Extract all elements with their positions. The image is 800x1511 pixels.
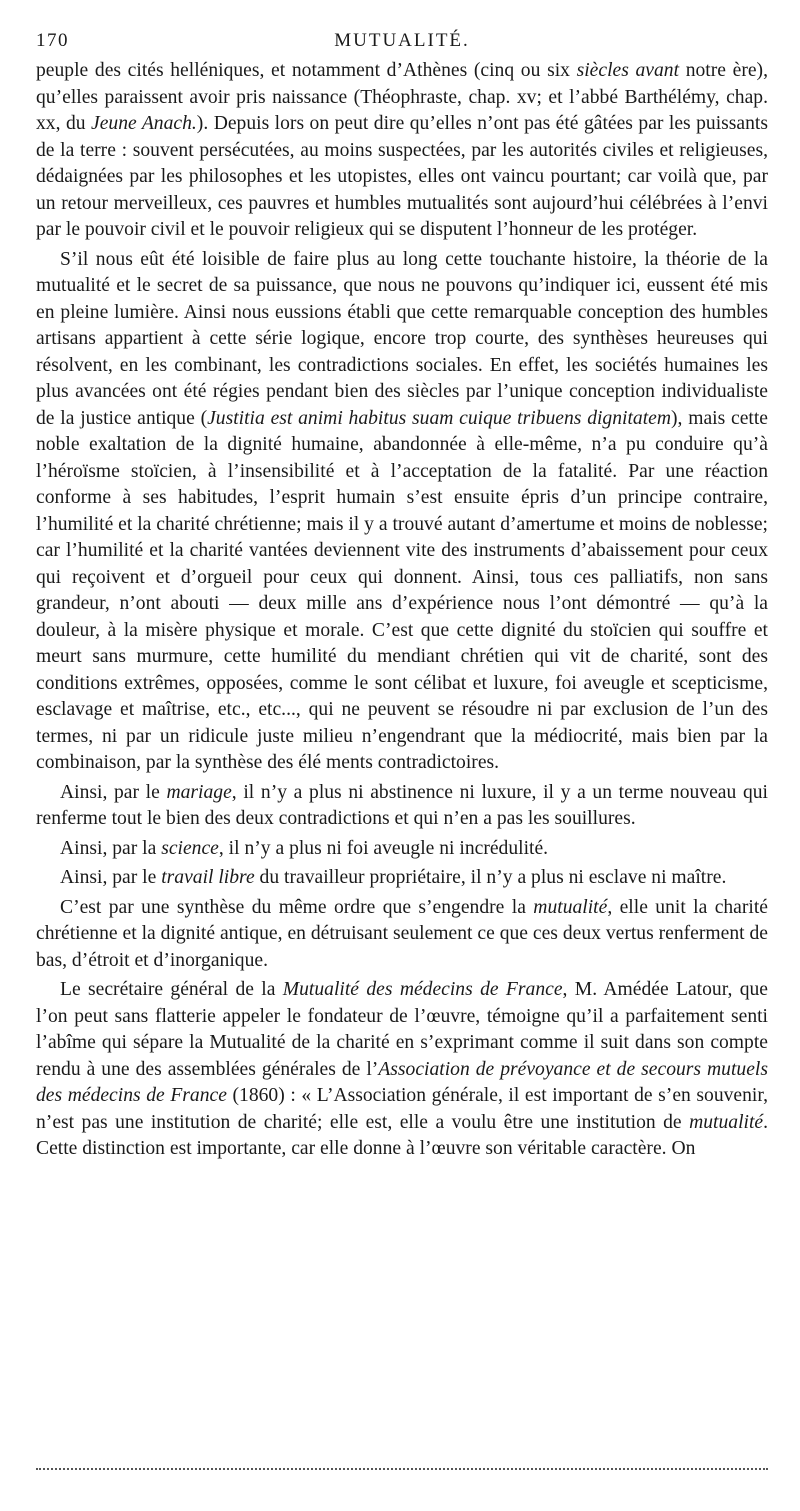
- text-run: S’il nous eût été loisible de faire plus au long cette touchante histoire, la théorie de la mutualité et le secret de sa puissance, que nous ne pouvons qu’indiquer ici, eussent été mis en pleine lumière. Ainsi nous eussions établi que cette remarquable conception des humbles artisans appartient à cette série logique, encore trop courte, des synthèses heureuses qui résolvent, en les combinant, les contradictions sociales. En effet, les sociétés humaines les plus avancées ont été régies pendant bien des siècles par l’unique conception individualiste de la justice antique (: [36, 248, 768, 429]
- book-page: [36, 30, 768, 1163]
- paragraph: [36, 977, 768, 1163]
- italic-text: mariage: [166, 781, 232, 803]
- text-run: . Cette distinction est importante, car elle donne à l’œuvre son véritable caractère. On: [36, 1111, 768, 1159]
- italic-text: travail libre: [161, 867, 255, 888]
- text-run: peuple des cités helléniques, et notamment d’Athènes (cinq ou six: [36, 60, 577, 81]
- text-run: , il n’y a plus ni abstinence ni luxure, il y a un terme nouveau qui renferme tout le bien des deux contradictions et qui n’en a pas les souillures.: [36, 781, 768, 829]
- page-number: 170: [36, 30, 69, 51]
- text-run: du travailleur propriétaire, il n’y a plus ni esclave ni maître.: [254, 867, 727, 888]
- italic-text: Justitia est animi habitus suam cuique tribuens dignitatem: [207, 407, 672, 429]
- text-run: ). Depuis lors on peut dire qu’elles n’ont pas été gâtées par les puissants de la terre : souvent persécutées, au moins suspectées, par les autorités civiles et religieuses, dédaignées par les philosophes et les utopistes, elles ont vaincu pourtant; car voilà que, par un retour merveilleux, ces pauvres et humbles mutualités sont aujourd’hui célébrées à l’envi par le pouvoir civil et le pouvoir religieux qui se disputent l’honneur de les protéger.: [36, 113, 768, 240]
- italic-text: siècles avant: [576, 60, 680, 81]
- text-run: ), mais cette noble exaltation de la dignité humaine, abandonnée à elle-même, n’a pu conduire qu’à l’héroïsme stoïcien, à l’insensibilité et à l’acceptation de la fatalité. Par une réaction conforme à ses habitudes, l’esprit humain s’est ensuite épris d’un principe contraire, l’humilité et la charité chrétienne; mais il y a trouvé autant d’amertume et moins de noblesse; car l’humilité et la charité vantées deviennent vite des instruments d’abaissement pour ceux qui reçoivent et d’orgueil pour ceux qui donnent. Ainsi, tous ces palliatifs, non sans grandeur, n’ont abouti — deux mille ans d’expérience nous l’ont démontré — qu’à la douleur, à la misère physique et morale. C’est que cette dignité du stoïcien qui souffre et meurt sans murmure, cette humilité du mendiant chrétien qui vit de charité, sont des conditions extrêmes, opposées, comme le sont célibat et luxure, foi aveugle et scepticisme, esclavage et maîtrise, etc., etc..., qui ne peuvent se résoudre ni par exclusion de l’un des termes, ni par un ridicule juste milieu n’engendrant que la médiocrité, mais bien par la combinaison, par la synthèse des élé ments contradictoires.: [36, 407, 768, 773]
- text-run: , il n’y a plus ni foi aveugle ni incrédulité.: [218, 837, 549, 859]
- body-text: [36, 58, 768, 1163]
- text-run: Le secrétaire général de la: [60, 979, 283, 1000]
- text-run: notre ère), qu’elles paraissent avoir pris naissance (Théophraste, chap. xv; et l’abbé Barthélémy, chap. xx, du: [36, 60, 768, 134]
- text-run: C’est par une synthèse du même ordre que s’engendre la: [60, 896, 534, 918]
- italic-text: science: [161, 837, 219, 859]
- paragraph: [36, 247, 768, 777]
- text-run: Ainsi, par la: [60, 837, 162, 859]
- paragraph: [36, 895, 768, 975]
- italic-text: Mutualité des médecins de France: [282, 979, 563, 1000]
- italic-text: mutualité: [689, 1111, 764, 1133]
- text-run: (1860) : « L’Association générale, il est important de s’en souvenir, n’est pas une institution de charité; elle est, elle a voulu être une institution de: [36, 1085, 768, 1133]
- paragraph: [36, 865, 768, 892]
- text-run: Ainsi, par le: [60, 867, 162, 888]
- text-run: Ainsi, par le: [60, 781, 167, 803]
- footer-rule: [36, 1468, 768, 1470]
- italic-text: Jeune Anach.: [91, 113, 197, 134]
- text-run: , M. Amédée Latour, que l’on peut sans flatterie appeler le fondateur de l’œuvre, témoigne qu’il a parfaitement senti l’abîme qui sépare la Mutualité de la charité en s’exprimant comme il suit dans son compte rendu à une des assemblées générales de l’: [36, 979, 768, 1080]
- running-head: MUTUALITÉ.: [334, 30, 470, 51]
- italic-text: Association de prévoyance et de secours mutuels des médecins de France: [36, 1058, 768, 1106]
- text-run: , elle unit la charité chrétienne et la dignité antique, en détruisant seulement ce que ces deux vertus renferment de bas, d’étroit et d’inorganique.: [36, 896, 768, 971]
- paragraph: [36, 836, 768, 863]
- paragraph: [36, 780, 768, 833]
- paragraph: [36, 58, 768, 244]
- page-header: [36, 30, 768, 58]
- italic-text: mutualité: [533, 896, 608, 918]
